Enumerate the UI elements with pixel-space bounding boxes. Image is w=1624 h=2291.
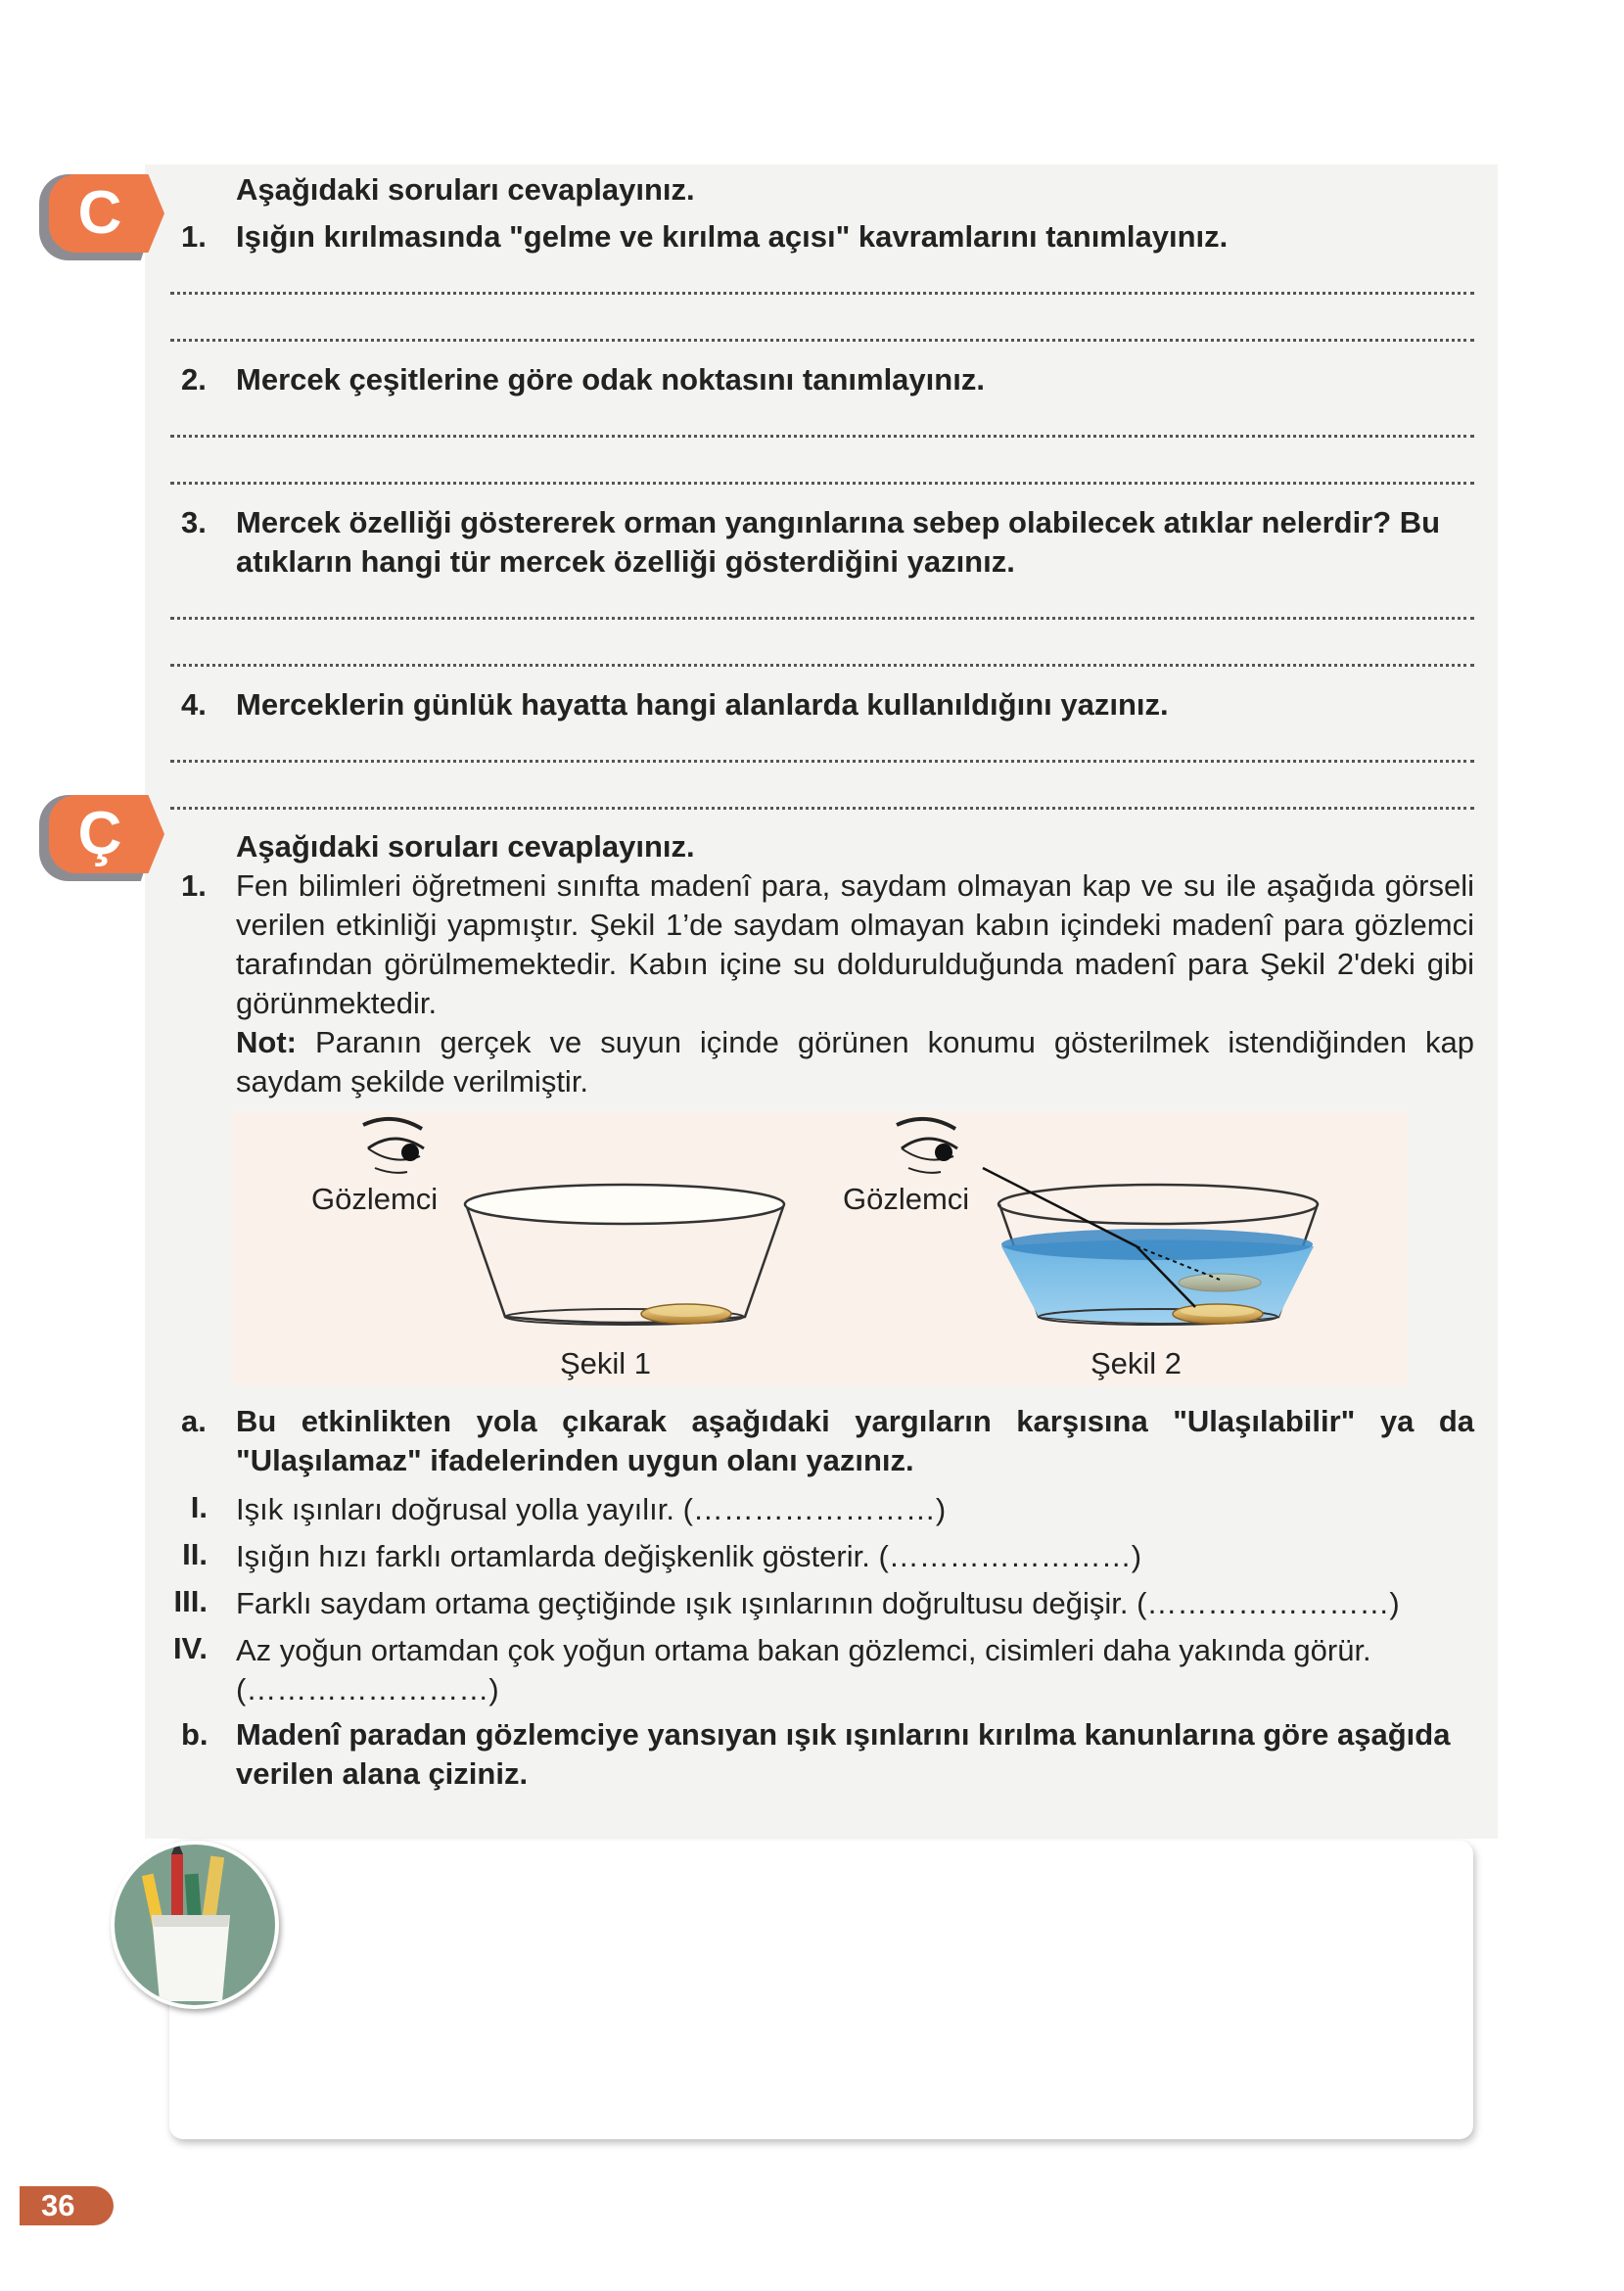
statement-numeral: III.: [173, 1584, 208, 1618]
observer-label-1: Gözlemci: [311, 1182, 439, 1216]
eye-icon: [897, 1119, 957, 1173]
answer-line[interactable]: [170, 760, 1474, 763]
pencil-cup-icon: [111, 1841, 279, 2009]
statement-numeral: IV.: [172, 1631, 208, 1665]
answer-line[interactable]: [170, 292, 1474, 295]
part-a-label: a.: [181, 1404, 207, 1438]
page-number: 36: [20, 2186, 114, 2225]
answer-line[interactable]: [170, 807, 1474, 810]
experiment-figure: [231, 1111, 1409, 1385]
question-number: 2.: [181, 362, 207, 397]
section-cc-letter: Ç: [77, 800, 122, 867]
section-cc-title: Aşağıdaki soruları cevaplayınız.: [236, 829, 695, 864]
question-cc-1-text: [236, 866, 1474, 1101]
part-a-text: Bu etkinlikten yola çıkarak aşağıdaki yargıların karşısına "Ulaşılabilir" ya da "Ulaşılamaz" ifadelerinden uygun olanı yazınız.: [236, 1404, 1474, 1477]
drawing-area[interactable]: [169, 1841, 1473, 2139]
part-b-label: b.: [181, 1717, 209, 1752]
figure-caption-1: Şekil 1: [560, 1346, 652, 1380]
question-text: Işığın kırılmasında "gelme ve kırılma açısı" kavramlarını tanımlayınız.: [236, 219, 1229, 254]
bowl-water: [983, 1168, 1318, 1325]
question-number: 1.: [181, 219, 207, 254]
eye-icon: [363, 1119, 424, 1173]
answer-line[interactable]: [170, 617, 1474, 620]
section-c-letter: C: [77, 179, 122, 247]
statement-text[interactable]: Az yoğun ortamdan çok yoğun ortama bakan gözlemci, cisimleri daha yakında görür. (……………………): [236, 1633, 1371, 1707]
question-number: 1.: [181, 868, 207, 903]
section-c-title: Aşağıdaki soruları cevaplayınız.: [236, 172, 695, 207]
answer-line[interactable]: [170, 435, 1474, 438]
question-text: Merceklerin günlük hayatta hangi alanlarda kullanıldığını yazınız.: [236, 687, 1169, 722]
statement-text[interactable]: Işık ışınları doğrusal yolla yayılır. (……………………): [236, 1492, 947, 1526]
answer-line[interactable]: [170, 339, 1474, 342]
section-cc-badge: [39, 795, 171, 881]
bowl-empty: [465, 1185, 784, 1325]
answer-line[interactable]: [170, 664, 1474, 667]
figure-caption-2: Şekil 2: [1090, 1346, 1183, 1380]
part-b-text: Madenî paradan gözlemciye yansıyan ışık ışınlarını kırılma kanunlarına göre aşağıda verilen alana çiziniz.: [236, 1717, 1451, 1791]
question-number: 4.: [181, 687, 207, 722]
question-text: Mercek özelliği göstererek orman yangınlarına sebep olabilecek atıklar nelerdir? Bu atıkların hangi tür mercek özelliği gösterdiğini yazınız.: [236, 505, 1441, 579]
answer-line[interactable]: [170, 482, 1474, 485]
question-number: 3.: [181, 505, 207, 539]
statement-numeral: I.: [190, 1490, 208, 1524]
note-text: Paranın gerçek ve suyun içinde görünen konumu gösterilmek istendiğinden kap saydam şekilde verilmiştir.: [236, 1025, 1474, 1099]
statement-text[interactable]: Işığın hızı farklı ortamlarda değişkenlik gösterir. (……………………): [236, 1539, 1142, 1573]
observer-label-2: Gözlemci: [843, 1182, 970, 1216]
question-text: Mercek çeşitlerine göre odak noktasını tanımlayınız.: [236, 362, 985, 397]
experiment-illustration: [231, 1111, 1409, 1385]
note-label: Not:: [236, 1025, 297, 1059]
section-c-badge: [39, 174, 171, 260]
statement-text[interactable]: Farklı saydam ortama geçtiğinde ışık ışınlarının doğrultusu değişir. (……………………): [236, 1586, 1400, 1620]
statement-numeral: II.: [182, 1537, 208, 1571]
question-text: Fen bilimleri öğretmeni sınıfta madenî para, saydam olmayan kap ve su ile aşağıda görseli verilen etkinliği yapmıştır. Şekil 1’de saydam olmayan kabın içindeki madenî para gözlemci tarafından görülmemektedir. Kabın içine su doldurulduğunda madenî para Şekil 2'deki gibi görünmektedir.: [236, 868, 1474, 1020]
